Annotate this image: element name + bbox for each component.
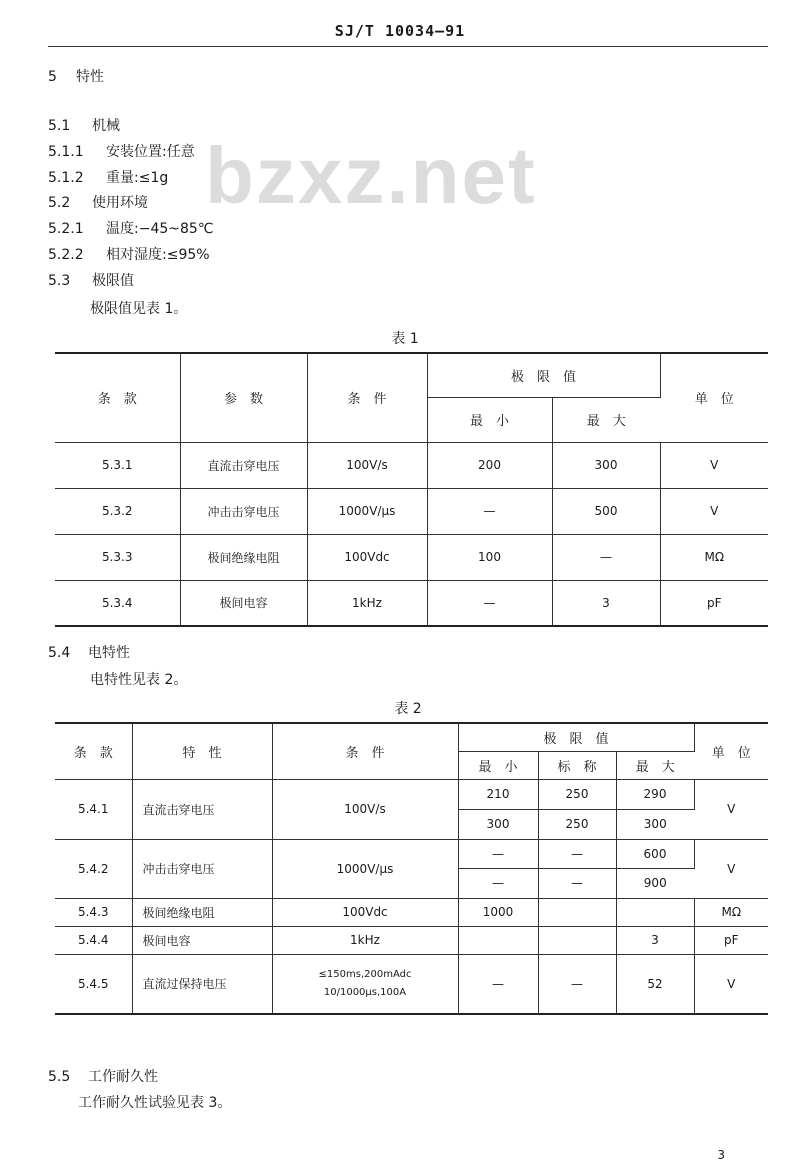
cell-min: 210 <box>458 779 538 809</box>
section-5-5 <box>48 1066 158 1086</box>
cell-max: 3 <box>552 580 660 626</box>
cell-cond: 1000V/μs <box>272 839 458 898</box>
section-number: 5.5 <box>48 1069 71 1085</box>
cell-param: 极间绝缘电阻 <box>180 534 307 580</box>
cell-cond <box>272 954 458 1014</box>
header-limit: 极 限 值 <box>458 723 694 751</box>
section-title: 重量:≤1g <box>106 170 169 186</box>
cell-nom: — <box>538 954 616 1014</box>
cell-cond-line-2: 10/1000μs,100A <box>323 986 407 998</box>
section-number: 5 <box>48 69 57 85</box>
cell-min: 1000 <box>458 898 538 926</box>
cell-param: 冲击击穿电压 <box>180 488 307 534</box>
section-5-2-1 <box>48 218 214 238</box>
cell-min: — <box>458 868 538 898</box>
header-nom: 标 称 <box>538 751 616 779</box>
paragraph-5-4: 电特性见表 2。 <box>90 672 188 688</box>
header-cond: 条 件 <box>307 353 427 442</box>
cell-min: — <box>458 839 538 868</box>
cell-clause: 5.3.3 <box>55 534 180 580</box>
section-title: 特性 <box>76 69 104 85</box>
section-title: 机械 <box>92 118 120 134</box>
cell-param: 极间电容 <box>180 580 307 626</box>
section-number: 5.4 <box>48 645 71 661</box>
header-unit: 单 位 <box>660 353 768 442</box>
cell-param: 直流击穿电压 <box>180 442 307 488</box>
cell-max: 3 <box>616 926 694 954</box>
cell-max: 900 <box>616 868 694 898</box>
cell-nom: 250 <box>538 779 616 809</box>
header-cond: 条 件 <box>272 723 458 779</box>
section-title: 温度:−45~85℃ <box>106 221 214 237</box>
table-row <box>55 839 768 868</box>
header-rule <box>48 46 768 47</box>
section-number: 5.2 <box>48 195 71 211</box>
header-limit: 极 限 值 <box>427 353 660 397</box>
cell-cond: 1kHz <box>307 580 427 626</box>
section-number: 5.2.2 <box>48 247 84 263</box>
header-max: 最 大 <box>616 751 694 779</box>
section-5-3 <box>48 270 134 290</box>
standard-header: SJ/T 10034—91 <box>334 22 466 40</box>
table-2 <box>55 722 768 1015</box>
section-title: 相对湿度:≤95% <box>106 247 210 263</box>
cell-char: 冲击击穿电压 <box>132 839 272 898</box>
cell-min: 300 <box>458 809 538 839</box>
cell-cond: 1kHz <box>272 926 458 954</box>
header-max: 最 大 <box>552 397 660 442</box>
cell-max: 600 <box>616 839 694 868</box>
section-title: 使用环境 <box>92 195 148 211</box>
cell-unit: V <box>694 839 768 898</box>
header-clause: 条 款 <box>55 723 132 779</box>
cell-unit: MΩ <box>660 534 768 580</box>
section-title: 极限值 <box>92 273 134 289</box>
cell-max: 300 <box>552 442 660 488</box>
section-5-1-1 <box>48 141 195 161</box>
header-unit: 单 位 <box>694 723 768 779</box>
cell-nom <box>538 898 616 926</box>
cell-min: 100 <box>427 534 552 580</box>
cell-unit: pF <box>660 580 768 626</box>
section-5 <box>48 66 104 86</box>
table-row <box>55 534 768 580</box>
cell-char: 极间电容 <box>132 926 272 954</box>
section-5-2 <box>48 192 148 212</box>
table-row <box>55 898 768 926</box>
table-row <box>55 442 768 488</box>
table-row <box>55 954 768 1014</box>
cell-clause: 5.3.4 <box>55 580 180 626</box>
table-row <box>55 779 768 809</box>
cell-unit: MΩ <box>694 898 768 926</box>
cell-nom: — <box>538 868 616 898</box>
section-number: 5.1.2 <box>48 170 84 186</box>
cell-max <box>616 898 694 926</box>
cell-nom <box>538 926 616 954</box>
section-5-2-2 <box>48 244 210 264</box>
section-title: 安装位置:任意 <box>106 144 195 160</box>
section-5-1 <box>48 115 120 135</box>
cell-unit: V <box>660 442 768 488</box>
cell-cond: 100Vdc <box>272 898 458 926</box>
cell-cond: 1000V/μs <box>307 488 427 534</box>
section-title: 电特性 <box>88 645 130 661</box>
table-row <box>55 488 768 534</box>
paragraph-5-5: 工作耐久性试验见表 3。 <box>78 1095 232 1111</box>
cell-clause: 5.3.1 <box>55 442 180 488</box>
table-1 <box>55 352 768 627</box>
cell-max: 290 <box>616 779 694 809</box>
section-5-4 <box>48 642 130 662</box>
cell-char: 直流过保持电压 <box>132 954 272 1014</box>
header-param: 参 数 <box>180 353 307 442</box>
cell-max: 52 <box>616 954 694 1014</box>
cell-max: — <box>552 534 660 580</box>
header-min: 最 小 <box>458 751 538 779</box>
cell-unit: V <box>694 954 768 1014</box>
paragraph-5-3: 极限值见表 1。 <box>90 301 188 317</box>
cell-char: 直流击穿电压 <box>132 779 272 839</box>
cell-min: — <box>427 580 552 626</box>
cell-clause: 5.4.1 <box>55 779 132 839</box>
section-number: 5.1 <box>48 118 71 134</box>
cell-max: 500 <box>552 488 660 534</box>
cell-min: — <box>458 954 538 1014</box>
cell-cond-line-1: ≤150ms,200mAdc <box>318 968 412 980</box>
header-char: 特 性 <box>132 723 272 779</box>
header-clause: 条 款 <box>55 353 180 442</box>
cell-clause: 5.4.3 <box>55 898 132 926</box>
cell-max: 300 <box>616 809 694 839</box>
cell-unit: pF <box>694 926 768 954</box>
section-title: 工作耐久性 <box>88 1069 158 1085</box>
cell-unit: V <box>694 779 768 839</box>
cell-clause: 5.4.2 <box>55 839 132 898</box>
cell-clause: 5.4.4 <box>55 926 132 954</box>
table-row <box>55 580 768 626</box>
cell-char: 极间绝缘电阻 <box>132 898 272 926</box>
table-2-caption: 表 2 <box>394 701 422 717</box>
cell-clause: 5.4.5 <box>55 954 132 1014</box>
cell-unit: V <box>660 488 768 534</box>
cell-cond: 100V/s <box>307 442 427 488</box>
section-number: 5.1.1 <box>48 144 84 160</box>
section-5-1-2 <box>48 167 168 187</box>
watermark: bzxz.net <box>205 131 537 220</box>
page-number: 3 <box>717 1148 725 1162</box>
cell-min <box>458 926 538 954</box>
table-1-caption: 表 1 <box>391 331 419 347</box>
section-number: 5.3 <box>48 273 71 289</box>
cell-min: — <box>427 488 552 534</box>
cell-nom: — <box>538 839 616 868</box>
header-min: 最 小 <box>427 397 552 442</box>
cell-clause: 5.3.2 <box>55 488 180 534</box>
cell-cond: 100V/s <box>272 779 458 839</box>
table-row <box>55 926 768 954</box>
cell-min: 200 <box>427 442 552 488</box>
cell-cond: 100Vdc <box>307 534 427 580</box>
section-number: 5.2.1 <box>48 221 84 237</box>
cell-nom: 250 <box>538 809 616 839</box>
